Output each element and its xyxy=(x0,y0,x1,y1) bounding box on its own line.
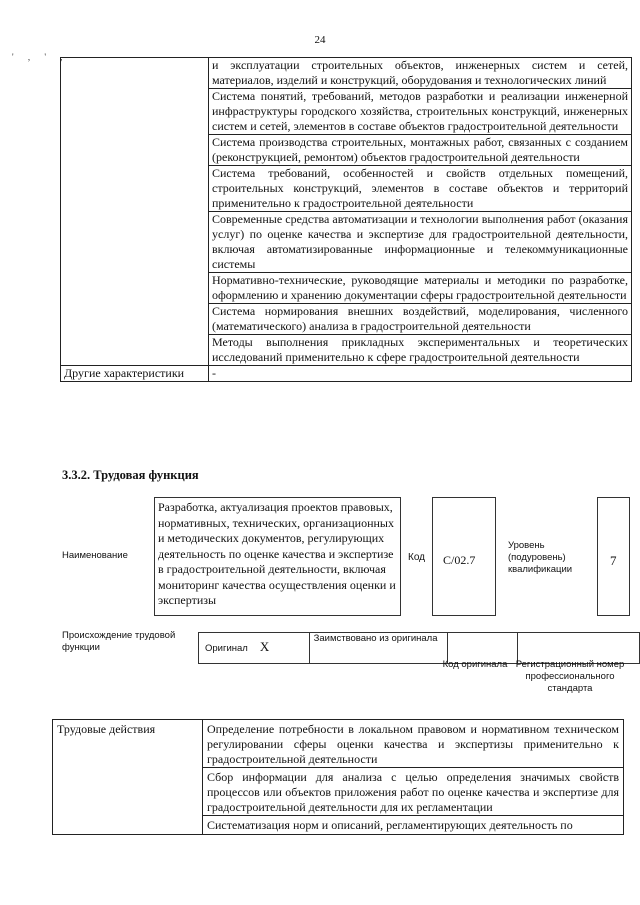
labor-action-item xyxy=(203,816,624,835)
labor-actions-label: Трудовые действия xyxy=(53,720,203,835)
knowledge-label-cell xyxy=(61,58,209,366)
function-name-box: Разработка, актуализация проектов правовых, нормативных, технических, организационных и методических документов, регулирующих деятельность по оценке качества и экспертизе в градостроительной деятельности, включая мониторинг качества осуществления оценки и экспертизы xyxy=(154,497,401,616)
knowledge-item: Методы выполнения прикладных экспериментальных и теоретических исследований применительно к сфере градостроительной деятельности xyxy=(209,335,632,366)
labor-action-item: Сбор информации для анализа с целью определения значимых свойств процессов или объектов приложения работ по оценке качества и экспертизе для градостроительной деятельности для их регламентации xyxy=(203,768,624,816)
other-characteristics-label: Другие характеристики xyxy=(61,366,209,382)
origin-label: Происхождение трудовой функции xyxy=(62,630,176,653)
knowledge-item: Система требований, особенностей и свойств отдельных помещений, строительных конструкций, элементов в составе объектов и территорий применительно к градостроительной деятельности xyxy=(209,166,632,212)
qualification-level-box: 7 xyxy=(597,497,630,616)
name-label: Наименование xyxy=(62,550,128,561)
page-number: 24 xyxy=(314,34,326,46)
labor-action-text: Систематизация норм и описаний, регламентирующих деятельность по xyxy=(207,818,573,832)
labor-actions-table xyxy=(52,719,624,835)
registration-number-caption: Регистрационный номер профессионального стандарта xyxy=(515,659,625,694)
knowledge-item: Система нормирования внешних воздействий, моделирования, численного (математического) анализа в градостроительной деятельности xyxy=(209,304,632,335)
margin-marks: ' , ' , xyxy=(12,52,69,62)
original-code-caption: Код оригинала xyxy=(442,659,508,670)
original-label: Оригинал xyxy=(205,643,248,654)
knowledge-item: Система понятий, требований, методов разработки и реализации инженерной инфраструктуры городского хозяйства, строительных конструкций, инженерных систем и сетей, элементов в составе объектов градостроительной деятельности xyxy=(209,89,632,135)
knowledge-table xyxy=(60,57,632,382)
original-mark: X xyxy=(259,639,270,654)
other-characteristics-value: - xyxy=(209,366,632,382)
section-heading: 3.3.2. Трудовая функция xyxy=(62,468,199,482)
knowledge-item: Система производства строительных, монтажных работ, связанных с созданием (реконструкцией, ремонтом) объектов градостроительной деятельности xyxy=(209,135,632,166)
knowledge-item: и эксплуатации строительных объектов, инженерных систем и сетей, материалов, изделий и конструкций, оборудования и технологических линий xyxy=(209,58,632,89)
labor-action-item: Определение потребности в локальном правовом и нормативном техническом регулировании сферы оценки качества и экспертизы применительно к градостроительной деятельности xyxy=(203,720,624,768)
borrowed-label: Заимствовано из оригинала xyxy=(309,633,447,664)
knowledge-item: Нормативно-технические, руководящие материалы и методики по разработке, оформлению и хранению документации сферы градостроительной деятельности xyxy=(209,273,632,304)
knowledge-item: Современные средства автоматизации и технологии выполнения работ (оказания услуг) по оценке качества и экспертизе для градостроительной деятельности, включая автоматизированные информационные и телекоммуникационные системы xyxy=(209,212,632,273)
qualification-level-label: Уровень (подуровень) квалификации xyxy=(508,540,573,575)
code-label: Код xyxy=(408,552,426,563)
function-code-box: С/02.7 xyxy=(432,497,496,616)
original-cell xyxy=(199,633,310,664)
